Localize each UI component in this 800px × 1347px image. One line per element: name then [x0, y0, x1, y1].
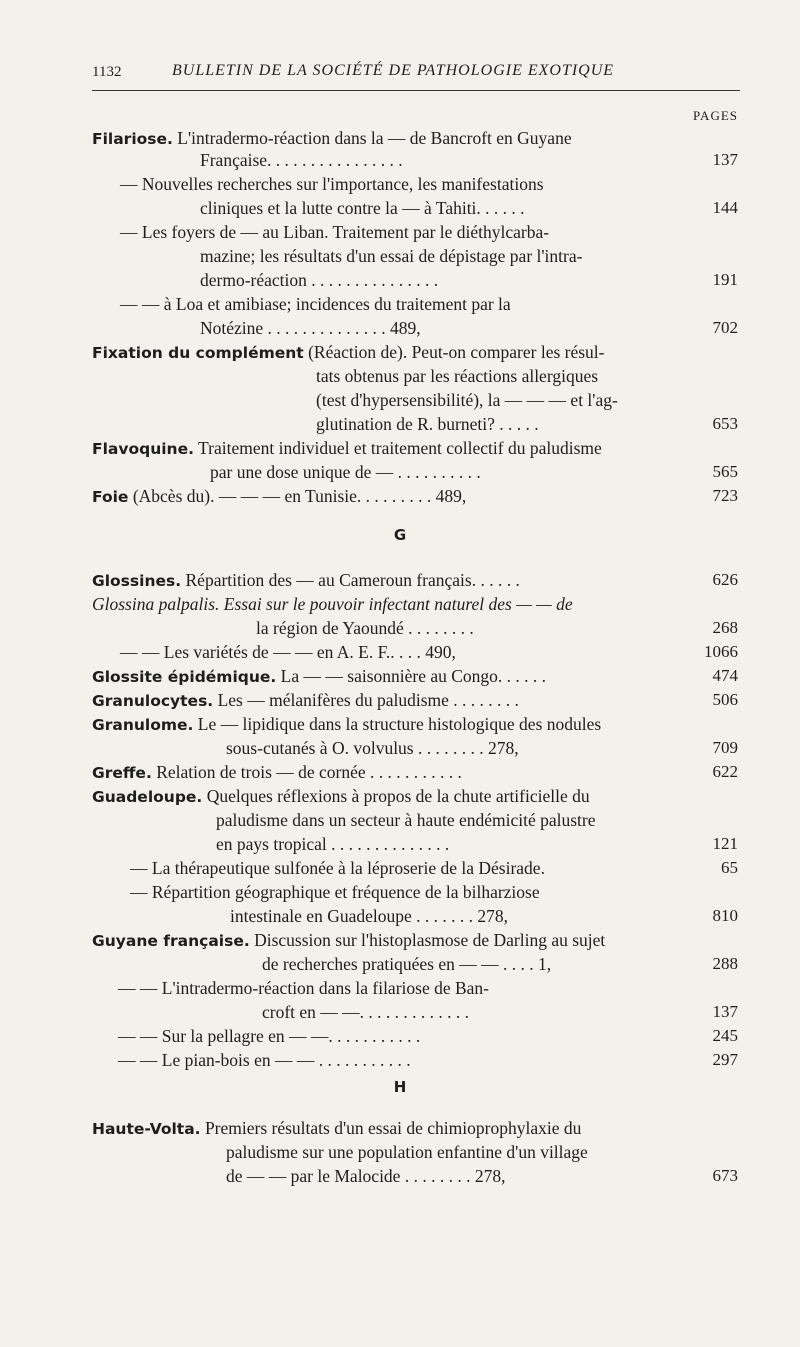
index-line: de recherches pratiquées en — — . . . . 1, — [262, 954, 552, 974]
index-line: Granulocytes. Les — mélanifères du paludisme . . . . . . . . — [92, 690, 519, 710]
index-line: — — Le pian-bois en — — . . . . . . . . . . . — [118, 1050, 411, 1070]
index-line: Flavoquine. Traitement individuel et traitement collectif du paludisme — [92, 438, 602, 458]
index-line: Filariose. L'intradermo-réaction dans la — de Bancroft en Guyane — [92, 128, 572, 148]
index-line: dermo-réaction . . . . . . . . . . . . . . . — [200, 270, 439, 290]
index-line: — — Sur la pellagre en — —. . . . . . . . . . . — [118, 1026, 421, 1046]
index-line: en pays tropical . . . . . . . . . . . . . . — [216, 834, 450, 854]
page-ref: 653 — [712, 414, 738, 433]
index-line: Guyane française. Discussion sur l'histoplasmose de Darling au sujet — [92, 930, 606, 950]
page-ref: 191 — [712, 270, 738, 289]
page-ref: 268 — [712, 618, 738, 637]
page-ref: 137 — [712, 150, 738, 169]
header-rule — [92, 90, 740, 91]
index-line: — Répartition géographique et fréquence de la bilharziose — [130, 882, 540, 902]
index-line: par une dose unique de — . . . . . . . . . . — [210, 462, 481, 482]
index-line: paludisme sur une population enfantine d'un village — [226, 1142, 588, 1162]
index-line: Glossina palpalis. Essai sur le pouvoir infectant naturel des — — de — [92, 594, 573, 614]
index-line: Française. . . . . . . . . . . . . . . . — [200, 150, 403, 170]
page-ref: 622 — [712, 762, 738, 781]
page-ref: 723 — [712, 486, 738, 505]
index-line: — — à Loa et amibiase; incidences du traitement par la — [120, 294, 511, 314]
index-line: glutination de R. burneti? . . . . . — [316, 414, 539, 434]
index-line: la région de Yaoundé . . . . . . . . — [256, 618, 474, 638]
index-line: Notézine . . . . . . . . . . . . . . 489, — [200, 318, 421, 338]
page-ref: 288 — [712, 954, 738, 973]
page-ref: 565 — [712, 462, 738, 481]
index-line: sous-cutanés à O. volvulus . . . . . . . . 278, — [226, 738, 519, 758]
page-ref: 1066 — [704, 642, 738, 661]
page-ref: 65 — [721, 858, 738, 877]
page-ref: 121 — [712, 834, 738, 853]
page-ref: 297 — [712, 1050, 738, 1069]
journal-title: BULLETIN DE LA SOCIÉTÉ DE PATHOLOGIE EXOTIQUE — [172, 62, 615, 79]
page-ref: 702 — [712, 318, 738, 337]
index-line: mazine; les résultats d'un essai de dépistage par l'intra- — [200, 246, 583, 266]
section-letter-h: H — [393, 1078, 407, 1096]
index-line: — La thérapeutique sulfonée à la léproserie de la Désirade. — [130, 858, 545, 878]
index-line: cliniques et la lutte contre la — à Tahiti. . . . . . — [200, 198, 525, 218]
index-line: Granulome. Le — lipidique dans la structure histologique des nodules — [92, 714, 602, 734]
index-line: — — Les variétés de — — en A. E. F.. . . . 490, — [120, 642, 456, 662]
page-number: 1132 — [92, 64, 122, 80]
index-line: tats obtenus par les réactions allergiques — [316, 366, 599, 386]
index-line: paludisme dans un secteur à haute endémicité palustre — [216, 810, 596, 830]
index-line: Glossines. Répartition des — au Cameroun français. . . . . . — [92, 570, 520, 590]
page-ref: 506 — [712, 690, 738, 709]
index-line: intestinale en Guadeloupe . . . . . . . 278, — [230, 906, 508, 926]
page-ref: 137 — [712, 1002, 738, 1021]
index-line: croft en — —. . . . . . . . . . . . . — [262, 1002, 470, 1022]
index-line: (test d'hypersensibilité), la — — — et l'ag- — [316, 390, 618, 410]
index-line: Foie (Abcès du). — — — en Tunisie. . . . . . . . . 489, — [92, 486, 467, 506]
index-line: de — — par le Malocide . . . . . . . . 278, — [226, 1166, 506, 1186]
page-ref: 626 — [712, 570, 738, 589]
index-line: — — L'intradermo-réaction dans la filariose de Ban- — [118, 978, 490, 998]
page-ref: 245 — [712, 1026, 738, 1045]
section-letter-g: G — [393, 526, 407, 544]
page-ref: 474 — [712, 666, 738, 685]
page-ref: 673 — [712, 1166, 738, 1185]
index-line: Fixation du complément (Réaction de). Peut-on comparer les résul- — [92, 342, 605, 362]
pages-column-label: PAGES — [693, 108, 738, 123]
page-ref: 709 — [712, 738, 738, 757]
index-line: — Les foyers de — au Liban. Traitement par le diéthylcarba- — [120, 222, 550, 242]
index-line: Greffe. Relation de trois — de cornée . . . . . . . . . . . — [92, 762, 462, 782]
page-ref: 810 — [712, 906, 738, 925]
page-ref: 144 — [712, 198, 738, 217]
index-line: Glossite épidémique. La — — saisonnière au Congo. . . . . . — [92, 666, 547, 686]
index-line: — Nouvelles recherches sur l'importance, les manifestations — [120, 174, 544, 194]
index-line: Haute-Volta. Premiers résultats d'un essai de chimioprophylaxie du — [92, 1118, 582, 1138]
index-line: Guadeloupe. Quelques réflexions à propos de la chute artificielle du — [92, 786, 590, 806]
running-header — [92, 62, 740, 86]
